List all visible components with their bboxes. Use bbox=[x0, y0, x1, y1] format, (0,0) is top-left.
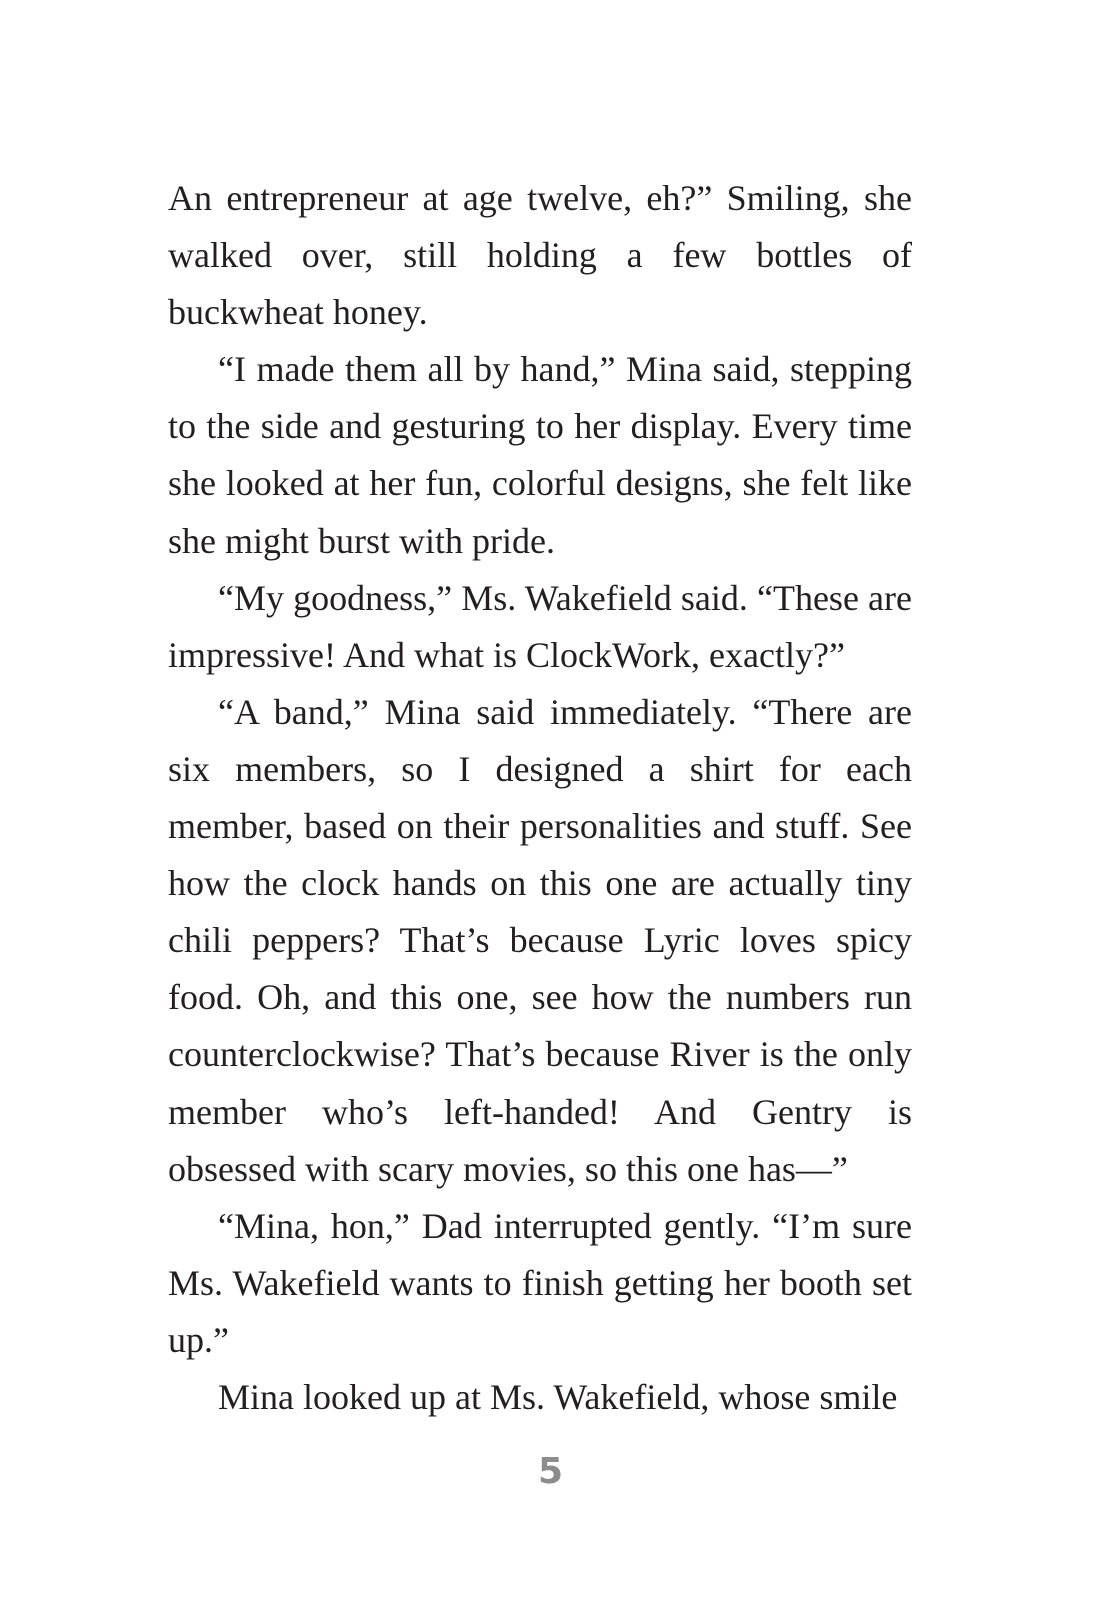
paragraph-6: Mina looked up at Ms. Wakefield, whose smile bbox=[218, 1376, 898, 1417]
paragraph-1: An entrepreneur at age twelve, eh?” Smiling, she walked over, still holding a few bottles of buckwheat honey. bbox=[168, 178, 912, 333]
paragraph-5: “Mina, hon,” Dad interrupted gently. “I’m sure Ms. Wakefield wants to finish getting her booth set up.” bbox=[168, 1205, 912, 1360]
paragraph-4: “A band,” Mina said immediately. “There are six members, so I designed a shirt for each member, based on their personalities and stuff. See how the clock hands on this one are actually tiny chili peppers? That’s because Lyric loves spicy food. Oh, and this one, see how the numbers run counterclockwise? That’s because River is the only member who’s left-handed! And Gentry is obsessed with scary movies, so this one has—” bbox=[168, 691, 912, 1189]
paragraph-2: “I made them all by hand,” Mina said, stepping to the side and gesturing to her display. Every time she looked at her fun, colorful designs, she felt like she might burst with pride. bbox=[168, 349, 912, 561]
page-number: 5 bbox=[537, 1451, 564, 1492]
paragraph-3: “My goodness,” Ms. Wakefield said. “These are impressive! And what is ClockWork, exactly?” bbox=[168, 577, 912, 675]
body-text bbox=[168, 170, 912, 1426]
